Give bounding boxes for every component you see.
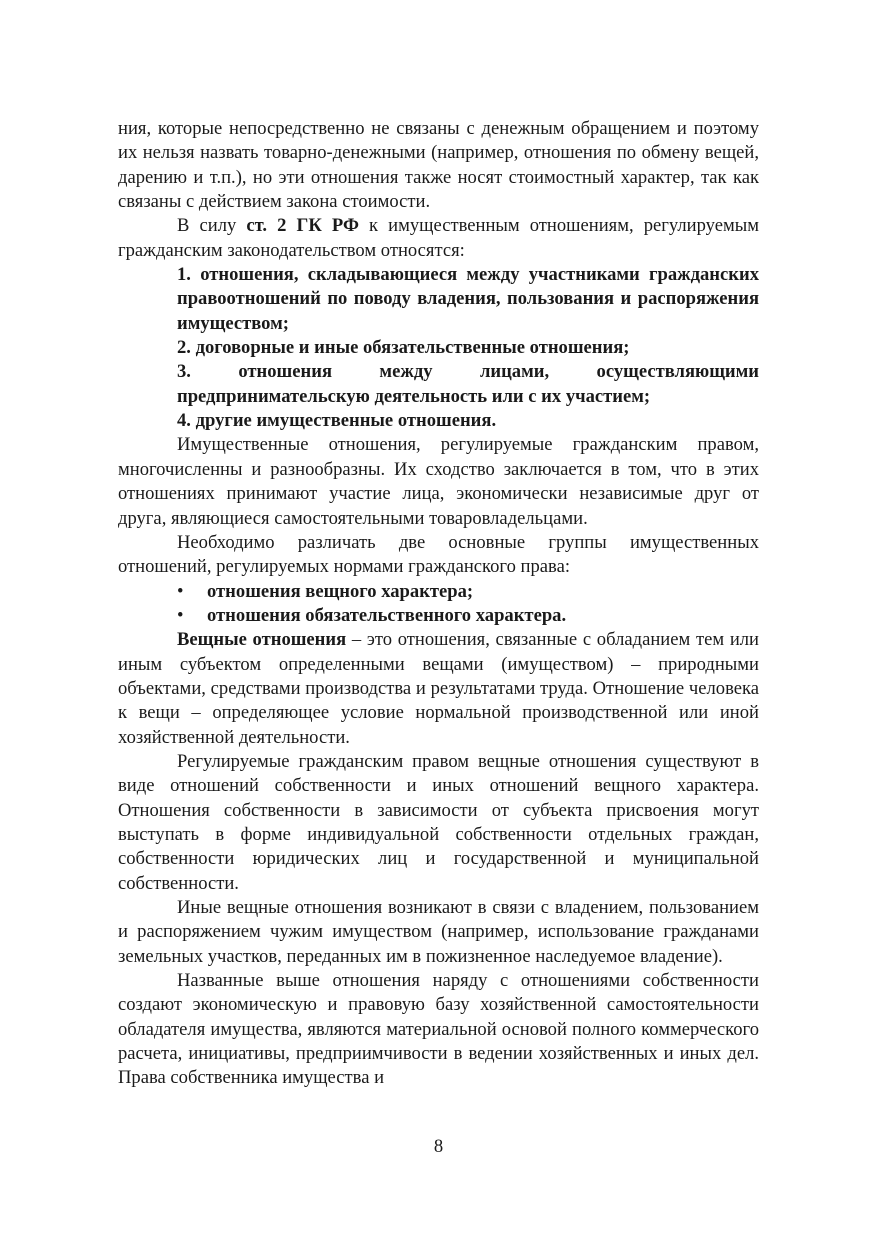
definition-text: – это отношения, связанные с обладанием тем или иным субъектом определенными вещами (имуществом) – природными объектами, средствами производства и результатами труда. Отношение человека к вещи – определяющее условие нормальной производственной или иной хозяйственной деятельности. xyxy=(118,629,760,748)
law-reference: ст. 2 ГК РФ xyxy=(246,215,359,237)
bullet-text: отношения вещного характера; xyxy=(207,580,474,602)
bullet-icon: • xyxy=(177,604,184,626)
paragraph-real-relations xyxy=(118,628,759,750)
intro-text: В силу xyxy=(177,215,247,237)
paragraph-continuation: ния, которые непосредственно не связаны с денежным обращением и поэтому их нельзя назвать товарно-денежными (например, отношения по обмену вещей, дарению и т.п.), но эти отношения также носят стоимостный характер, так как связаны с действием закона стоимости. xyxy=(118,118,759,213)
defined-term: Вещные отношения xyxy=(177,629,347,651)
page-body xyxy=(118,117,759,1091)
bullet-text: отношения обязательственного характера. xyxy=(207,604,567,626)
paragraph-two-groups: Необходимо различать две основные группы имущественных отношений, регулируемых нормами гражданского права: xyxy=(118,531,759,578)
numbered-list xyxy=(118,263,759,433)
bullet-item xyxy=(118,580,759,604)
bullet-item xyxy=(118,604,759,628)
bullet-icon: • xyxy=(177,580,184,602)
intro-text-rest: к имущественным отношениям, регулируемым гражданским законодательством относятся: xyxy=(118,215,759,261)
paragraph-property-relations: Имущественные отношения, регулируемые гражданским правом, многочисленны и разнообразны. Их сходство заключается в том, что в этих отношениях принимают участие лица, экономически независимые друг от друга, являющиеся самостоятельными товаровладельцами. xyxy=(118,434,759,529)
paragraph-ownership: Регулируемые гражданским правом вещные отношения существуют в виде отношений собственности и иных отношений вещного характера. Отношения собственности в зависимости от субъекта присвоения могут выступать в форме индивидуальной собственности отдельных граждан, собственности юридических лиц и государственной и муниципальной собственности. xyxy=(118,750,759,894)
numbered-item: 2. договорные и иные обязательственные отношения; xyxy=(177,337,630,359)
paragraph-economic-base: Названные выше отношения наряду с отношениями собственности создают экономическую и правовую базу хозяйственной самостоятельности обладателя имущества, являются материальной основой полного коммерческого расчета, инициативы, предприимчивости в ведении хозяйственных и иных дел. Права собственника имущества и xyxy=(118,970,759,1089)
numbered-item: 4. другие имущественные отношения. xyxy=(177,410,497,432)
paragraph-intro-list xyxy=(118,214,759,263)
bullet-list xyxy=(118,580,759,629)
numbered-item: 3. отношения между лицами, осуществляющими предпринимательскую деятельность или с их участием; xyxy=(177,361,759,407)
paragraph-other-real-relations: Иные вещные отношения возникают в связи с владением, пользованием и распоряжением чужим имуществом (например, использование гражданами земельных участков, переданных им в пожизненное наследуемое владение). xyxy=(118,897,759,967)
numbered-item: 1. отношения, складывающиеся между участниками гражданских правоотношений по поводу владения, пользования и распоряжения имуществом; xyxy=(177,264,759,334)
page-number: 8 xyxy=(433,1136,444,1157)
